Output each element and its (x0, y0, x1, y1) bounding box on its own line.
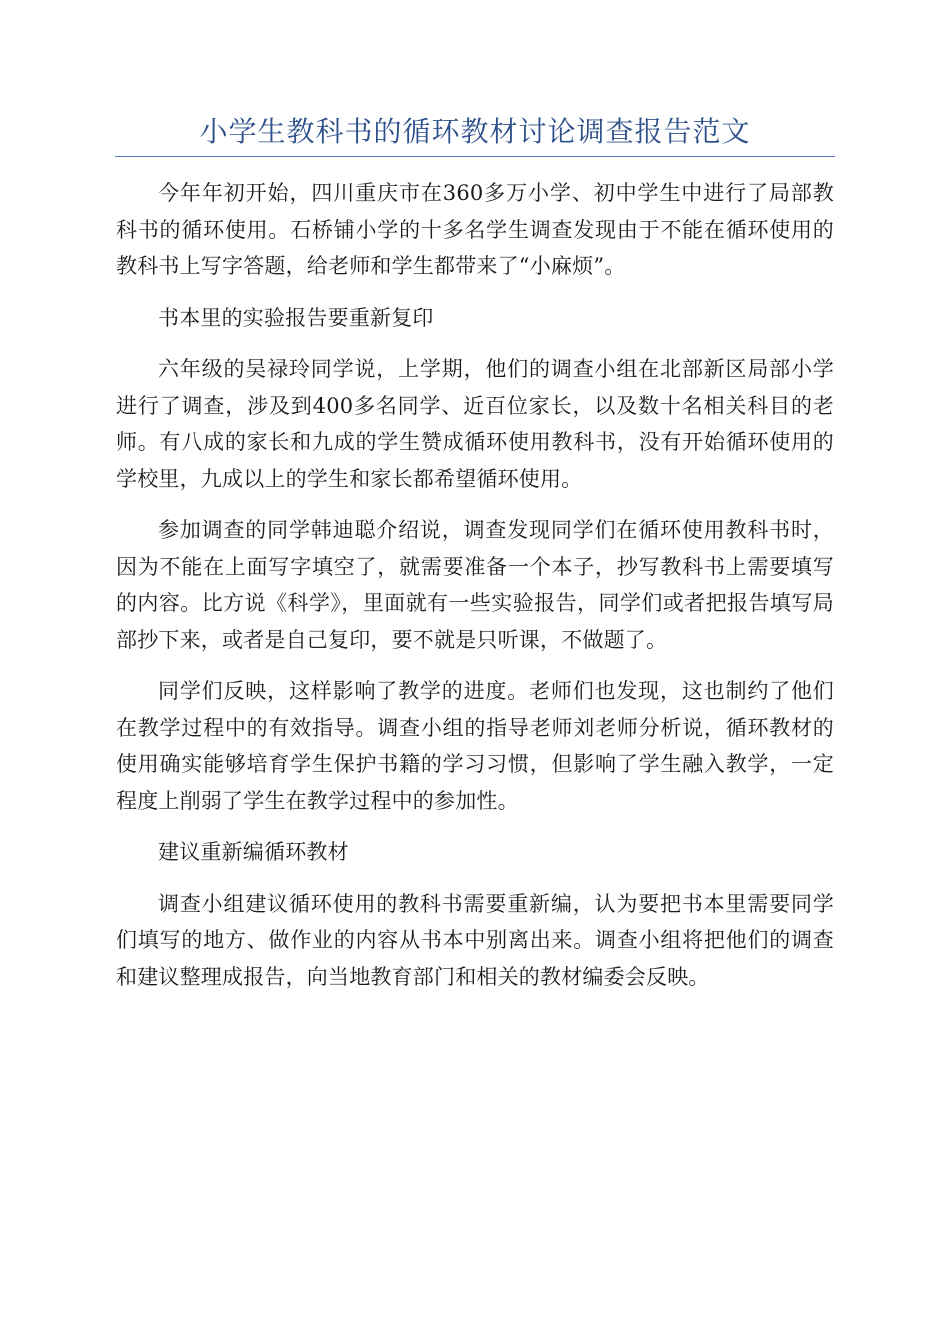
document-title: 小学生教科书的循环教材讨论调查报告范文 (199, 115, 751, 148)
document-body (116, 175, 834, 1010)
section-heading-recompile: 建议重新编循环教材 (158, 840, 349, 864)
paragraph-recommendation: 调查小组建议循环使用的教科书需要重新编，认为要把书本里需要同学们填写的地方、做作业的内容从书本中别离出来。调查小组将把他们的调查和建议整理成报告，向当地教育部门和相关的教材编委会反映。 (116, 891, 834, 989)
section-heading-lab-report: 书本里的实验报告要重新复印 (158, 305, 434, 330)
paragraph-survey-results: 六年级的吴禄玲同学说，上学期，他们的调查小组在北部新区局部小学进行了调查，涉及到400多名同学、近百位家长，以及数十名相关科目的老师。有八成的家长和九成的学生赞成循环使用教科书，没有开始循环使用的学校里，九成以上的学生和家长都希望循环使用。 (116, 357, 834, 491)
paragraph-intro: 今年年初开始，四川重庆市在360多万小学、初中学生中进行了局部教科书的循环使用。石桥铺小学的十多名学生调查发现由于不能在循环使用的教科书上写字答题，给老师和学生都带来了“小麻烦”。 (116, 181, 834, 278)
paragraph-copying-problem: 参加调查的同学韩迪聪介绍说，调查发现同学们在循环使用教科书时，因为不能在上面写字填空了，就需要准备一个本子，抄写教科书上需要填写的内容。比方说《科学》，里面就有一些实验报告，同学们或者把报告填写局部抄下来，或者是自己复印，要不就是只听课，不做题了。 (116, 518, 834, 652)
paragraph-teaching-impact: 同学们反映，这样影响了教学的进度。老师们也发现，这也制约了他们在教学过程中的有效指导。调查小组的指导老师刘老师分析说，循环教材的使用确实能够培育学生保护书籍的学习习惯，但影响了学生融入教学，一定程度上削弱了学生在教学过程中的参加性。 (116, 679, 834, 813)
title-block (115, 112, 835, 157)
